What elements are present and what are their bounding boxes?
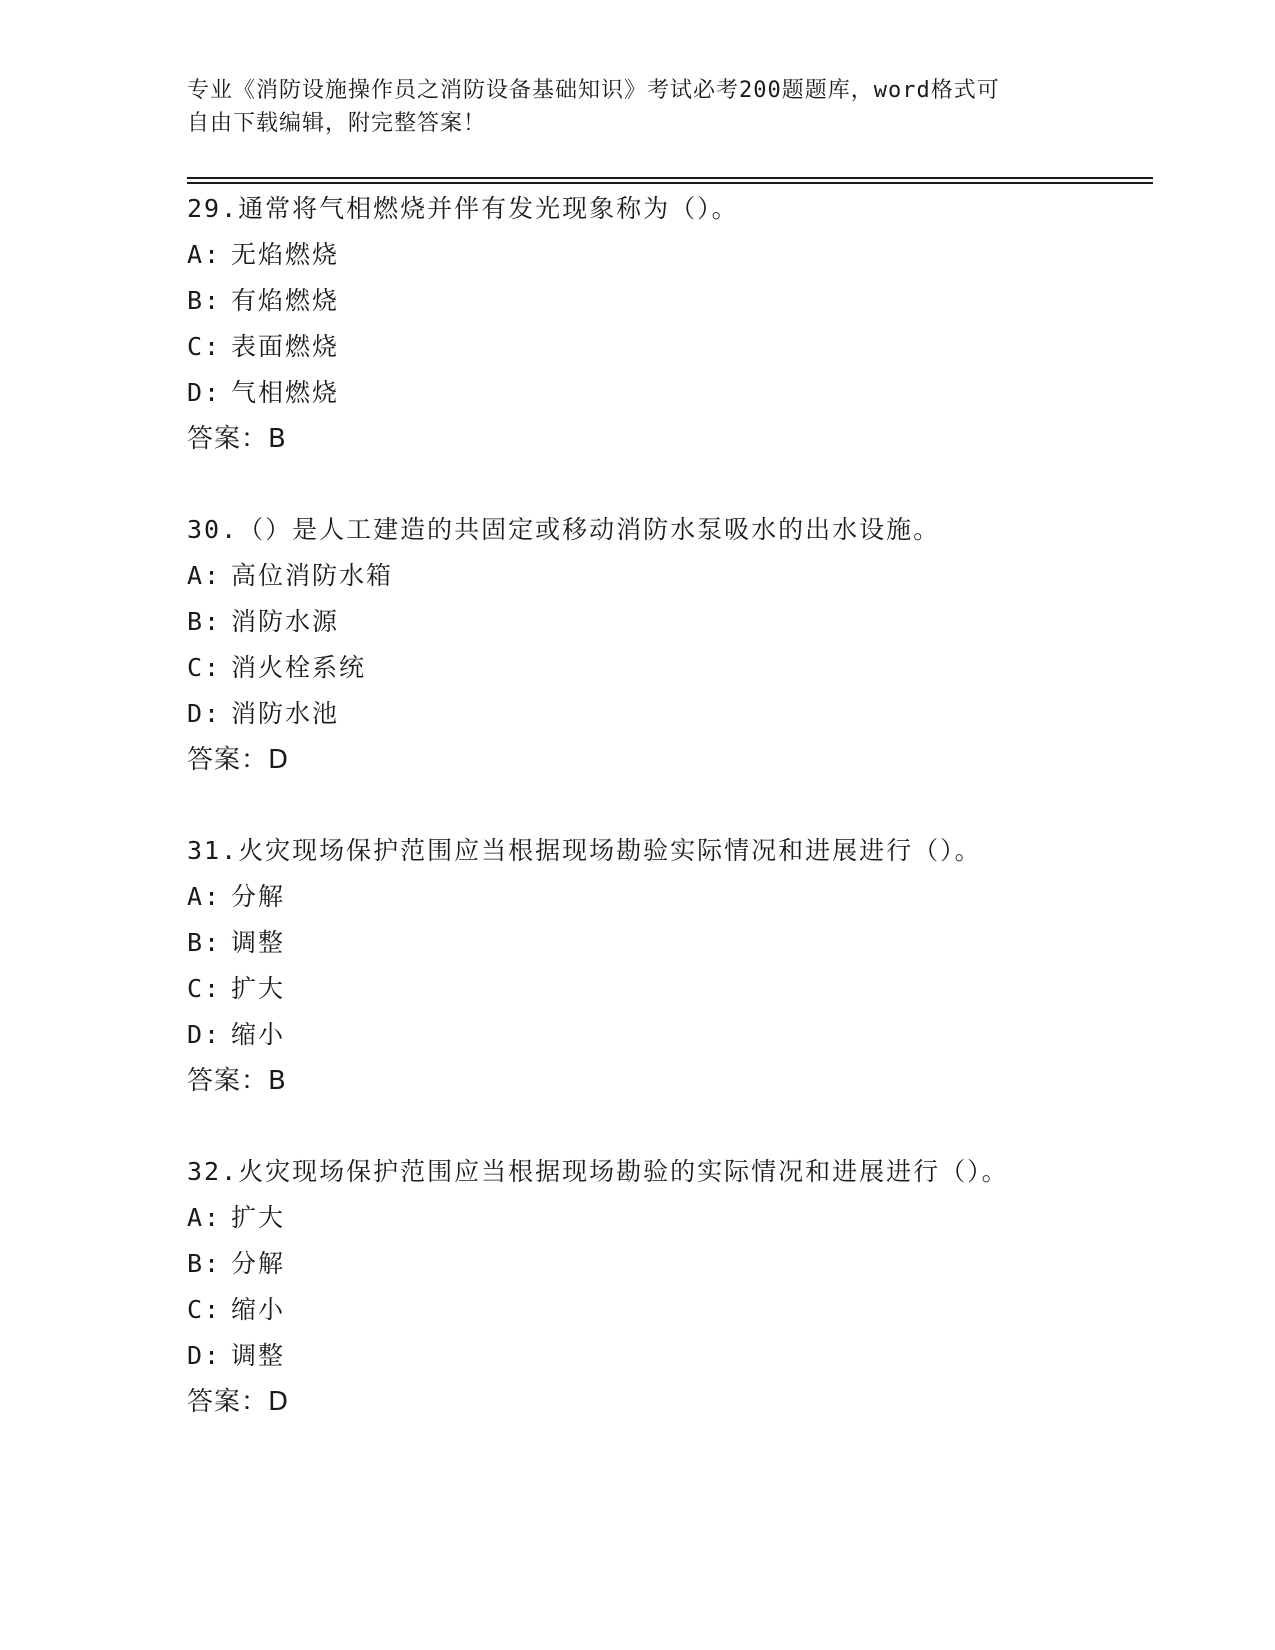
answer-line: 答案：B (187, 424, 287, 454)
question-stem: 32.火灾现场保护范围应当根据现场勘验的实际情况和进展进行（）。 (187, 1157, 1009, 1186)
option-text: 气相燃烧 (231, 378, 340, 407)
option-letter: C: (187, 1295, 222, 1324)
option-letter: C: (187, 332, 222, 361)
option-a (187, 1195, 1187, 1241)
option-letter: D: (187, 1020, 222, 1049)
option-c (187, 324, 1187, 370)
header-line-1: 专业《消防设施操作员之消防设备基础知识》考试必考200题题库，word格式可 (187, 78, 1000, 103)
header-divider-bottom (187, 182, 1153, 184)
option-a (187, 232, 1187, 278)
answer-line: 答案：D (187, 745, 290, 775)
option-letter: A: (187, 561, 222, 590)
answer-line: 答案：B (187, 1066, 287, 1096)
question-stem: 30.（）是人工建造的共固定或移动消防水泵吸水的出水设施。 (187, 515, 941, 544)
option-letter: B: (187, 286, 222, 315)
option-letter: B: (187, 928, 222, 957)
option-text: 表面燃烧 (231, 332, 340, 361)
header-divider-top (187, 177, 1153, 179)
option-c (187, 966, 1187, 1012)
option-text: 扩大 (231, 1203, 286, 1232)
question-block (187, 828, 1187, 1104)
option-letter: D: (187, 378, 222, 407)
question-stem: 31.火灾现场保护范围应当根据现场勘验实际情况和进展进行（）。 (187, 836, 982, 865)
option-text: 有焰燃烧 (231, 286, 340, 315)
option-c (187, 645, 1187, 691)
document-header (187, 74, 1087, 140)
option-text: 扩大 (231, 974, 286, 1003)
option-text: 分解 (231, 1249, 286, 1278)
option-d (187, 370, 1187, 416)
option-text: 调整 (231, 928, 286, 957)
option-c (187, 1287, 1187, 1333)
option-a (187, 874, 1187, 920)
question-block (187, 507, 1187, 783)
option-text: 缩小 (231, 1020, 286, 1049)
option-d (187, 691, 1187, 737)
option-letter: D: (187, 1341, 222, 1370)
option-d (187, 1012, 1187, 1058)
option-text: 缩小 (231, 1295, 286, 1324)
option-b (187, 1241, 1187, 1287)
question-stem: 29.通常将气相燃烧并伴有发光现象称为（）。 (187, 194, 739, 223)
answer-line: 答案：D (187, 1387, 290, 1417)
option-a (187, 553, 1187, 599)
header-line-2: 自由下载编辑，附完整答案！ (187, 111, 487, 136)
option-letter: C: (187, 974, 222, 1003)
question-block (187, 186, 1187, 462)
option-letter: B: (187, 607, 222, 636)
option-b (187, 599, 1187, 645)
option-letter: D: (187, 699, 222, 728)
option-text: 消防水源 (231, 607, 340, 636)
option-text: 消防水池 (231, 699, 340, 728)
option-letter: A: (187, 882, 222, 911)
option-d (187, 1333, 1187, 1379)
option-text: 调整 (231, 1341, 286, 1370)
option-text: 无焰燃烧 (231, 240, 340, 269)
option-text: 分解 (231, 882, 286, 911)
option-b (187, 920, 1187, 966)
option-letter: B: (187, 1249, 222, 1278)
option-text: 高位消防水箱 (231, 561, 394, 590)
option-text: 消火栓系统 (231, 653, 367, 682)
option-letter: A: (187, 240, 222, 269)
option-b (187, 278, 1187, 324)
question-block (187, 1149, 1187, 1425)
option-letter: A: (187, 1203, 222, 1232)
option-letter: C: (187, 653, 222, 682)
